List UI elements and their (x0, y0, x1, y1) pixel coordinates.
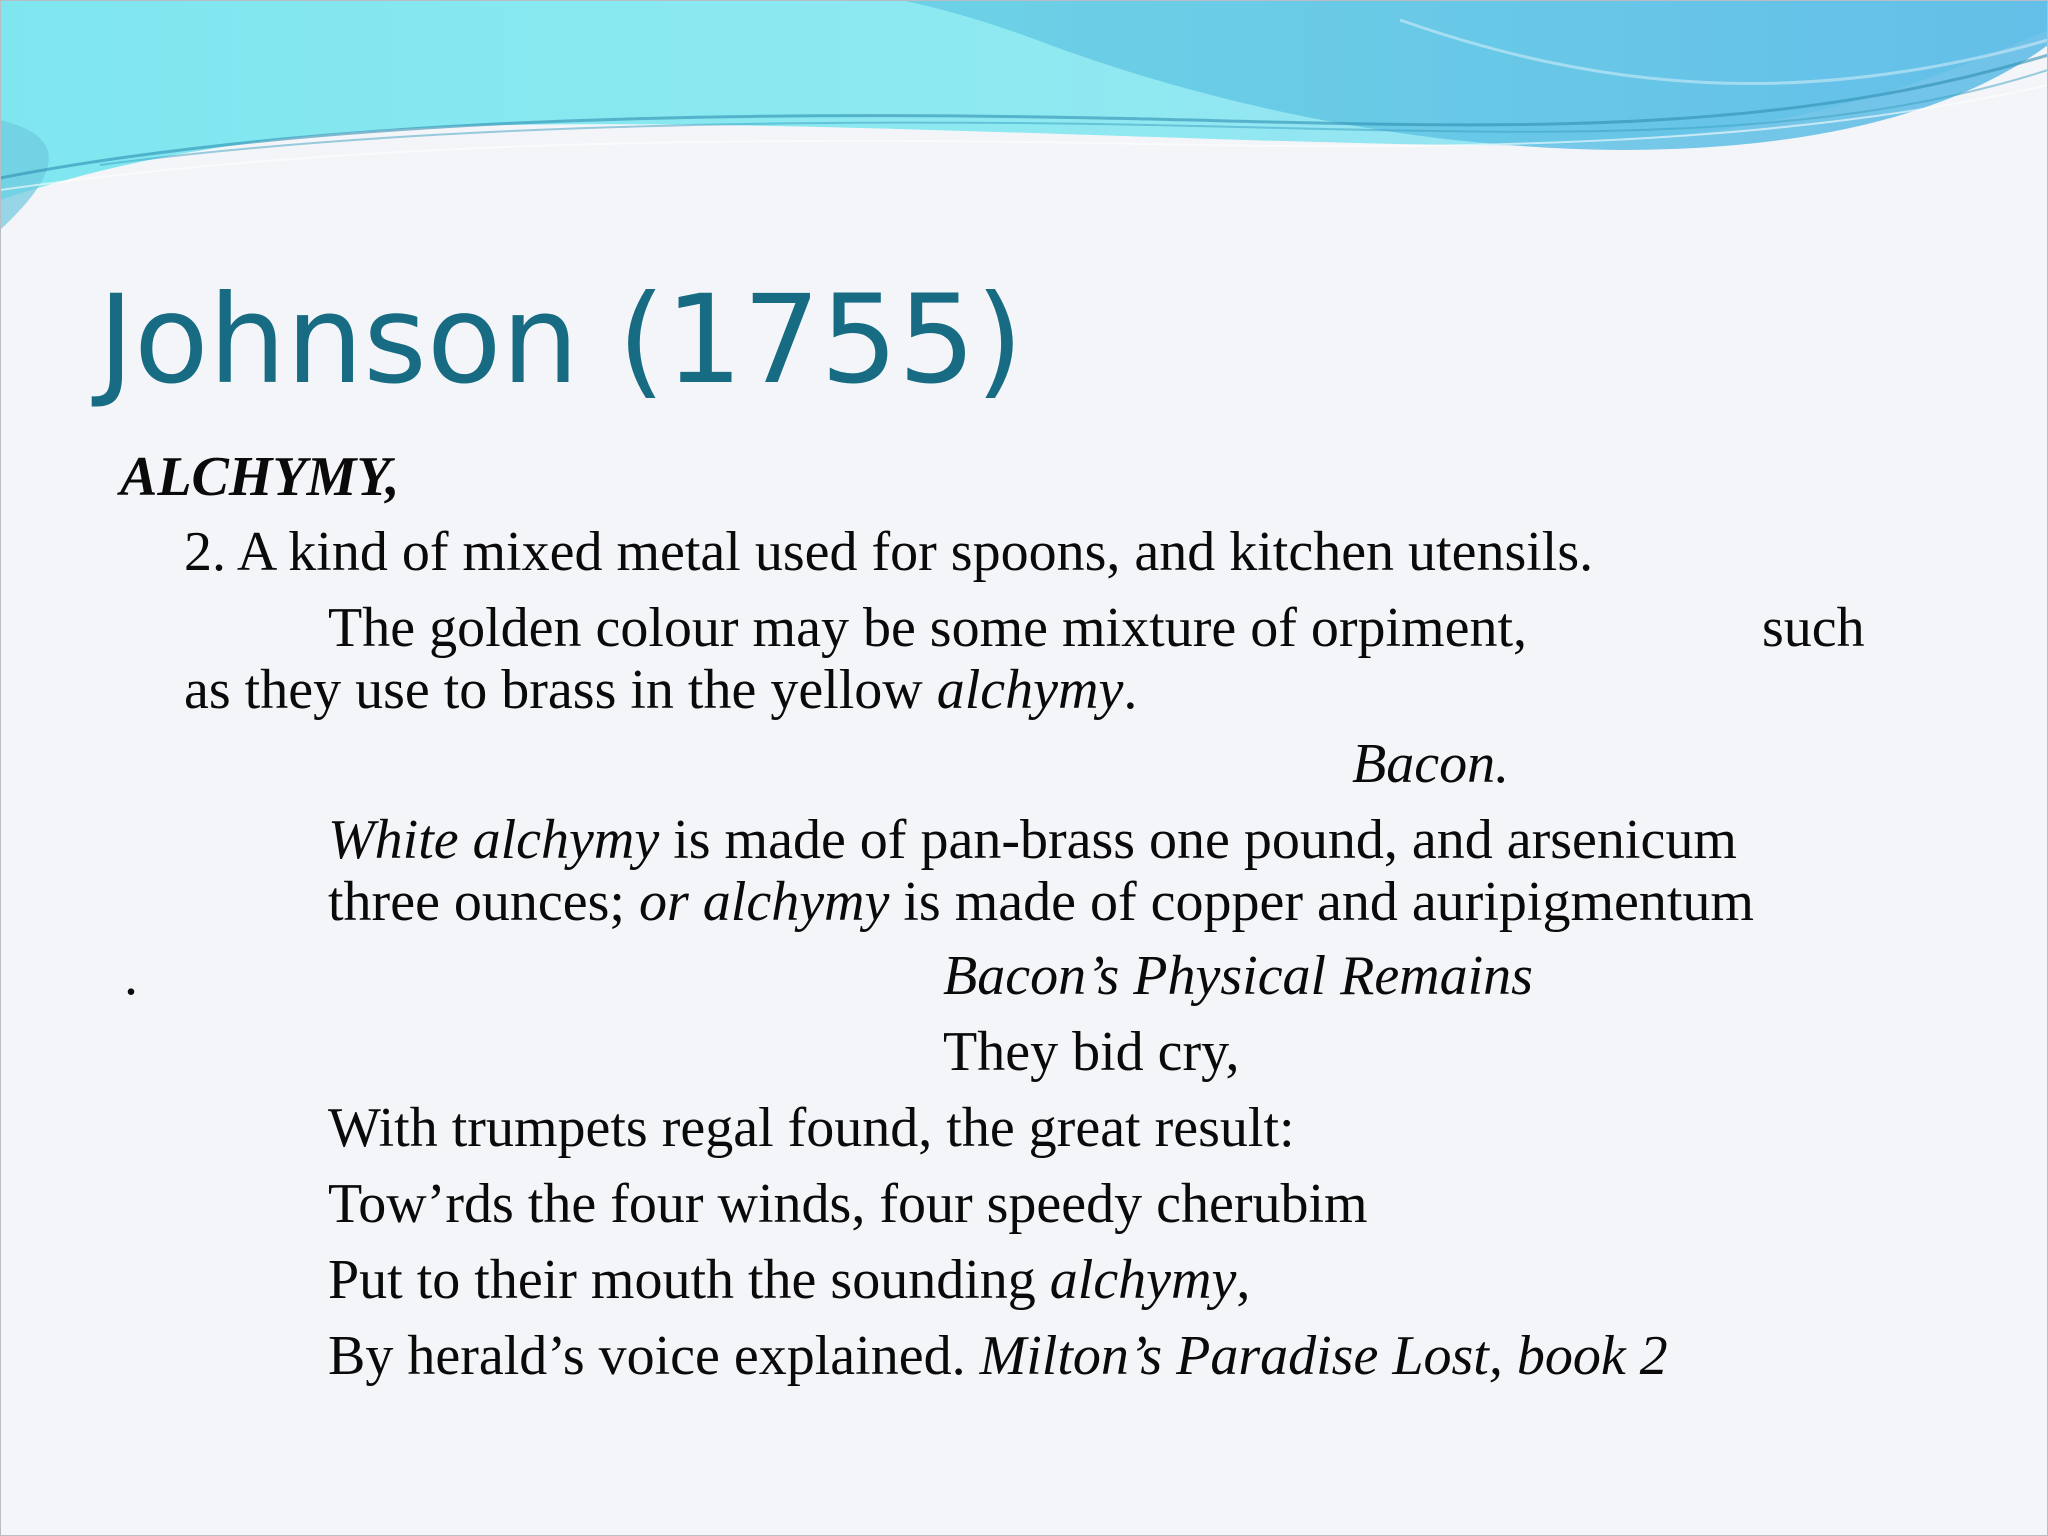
quote1-line2-end: . (1123, 659, 1138, 721)
verse-line3: Tow’rds the four winds, four speedy cherubim (328, 1173, 1368, 1235)
definition-sense: 2. A kind of mixed metal used for spoons, and kitchen utensils. (184, 521, 1594, 583)
verse-line5 (328, 1324, 1668, 1388)
headword: ALCHYMY, (120, 446, 400, 508)
quote2-source: Bacon’s Physical Remains (943, 945, 1533, 1007)
verse-line4 (328, 1248, 1250, 1312)
verse-line4-start: Put to their mouth the sounding (328, 1249, 1050, 1311)
quote2-italic-term-2: or alchymy (638, 871, 890, 933)
quote1-source: Bacon. (1352, 733, 1510, 795)
quote2-line2-rest: is made of copper and auripigmentum (889, 871, 1754, 933)
quote1-line2 (184, 658, 1137, 722)
quote2-line2-start: three ounces; (328, 871, 639, 933)
stray-dot: . (124, 945, 138, 1007)
quote1-line1: The golden colour may be some mixture of orpiment, (328, 597, 1528, 659)
wave-header-decoration (0, 0, 2048, 240)
quote1-line1-end: such (1762, 597, 1865, 659)
verse-source: Milton’s Paradise Lost, book 2 (979, 1325, 1668, 1387)
quote2-italic-term: White alchymy (328, 809, 660, 871)
verse-line4-end: , (1236, 1249, 1251, 1311)
verse-line1: They bid cry, (943, 1021, 1240, 1083)
slide-title: Johnson (1755) (98, 269, 1024, 411)
quote2-line2 (328, 870, 1754, 934)
verse-italic-term: alchymy (1049, 1249, 1237, 1311)
quote1-italic-term: alchymy (936, 659, 1124, 721)
quote2-line1 (328, 808, 1737, 872)
verse-line2: With trumpets regal found, the great result: (328, 1097, 1295, 1159)
quote2-line1-rest: is made of pan-brass one pound, and arsenicum (659, 809, 1737, 871)
verse-line5-start: By herald’s voice explained. (328, 1325, 980, 1387)
quote1-line2-start: as they use to brass in the yellow (184, 659, 937, 721)
